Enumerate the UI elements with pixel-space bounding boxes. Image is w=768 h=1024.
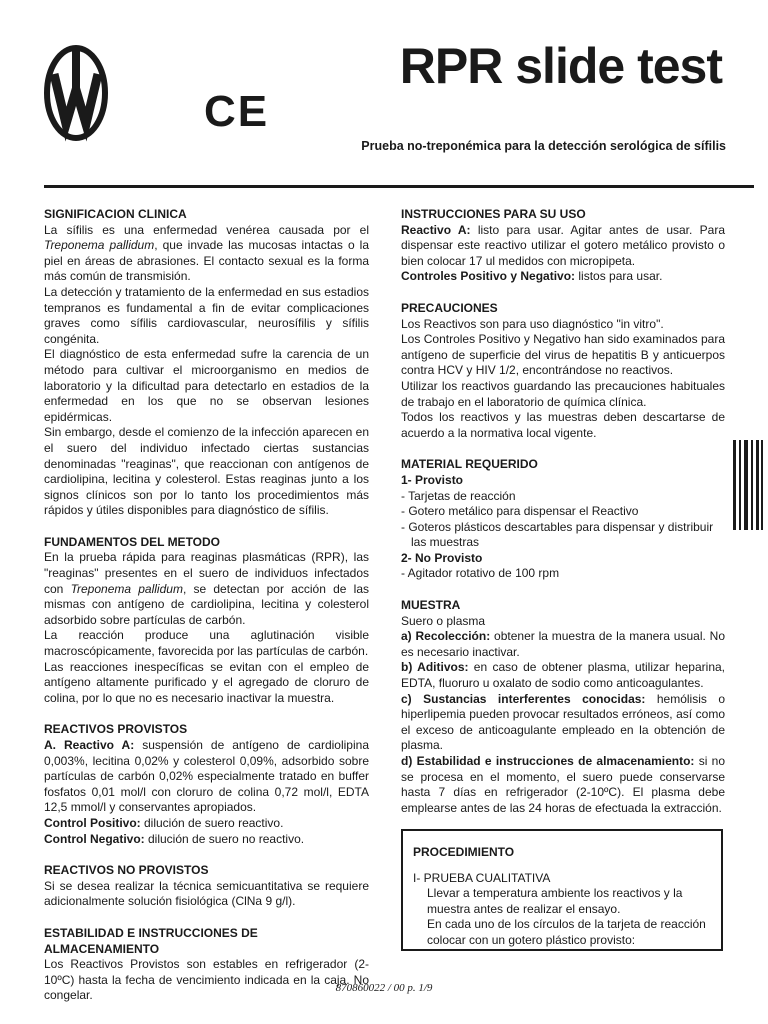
term-label: b) Aditivos: — [401, 660, 469, 675]
section-heading: SIGNIFICACION CLINICA — [44, 207, 187, 221]
text: hemólisis o hiperlipemia pueden provocar resultados erróneos, así como el exceso de anticoagulante empleado en la obtención de plasma. — [401, 691, 726, 753]
text: La sífilis es una enfermedad venérea causada por el — [44, 222, 369, 237]
procedure-box — [401, 829, 723, 951]
text: obtener la muestra de la manera usual. No es necesario inactivar. — [401, 629, 725, 659]
section-significacion — [44, 207, 369, 519]
text: dilución de suero reactivo. — [140, 815, 284, 830]
section-precauciones — [401, 301, 725, 441]
left-column — [44, 207, 369, 1004]
paragraph — [401, 269, 725, 285]
paragraph: La reacción produce una aglutinación visible macroscópicamente, favorecida por las partículas de carbón. — [44, 628, 369, 659]
paragraph: La detección y tratamiento de la enfermedad en sus estadios tempranos es fundamental a fin de evitar complicaciones graves como sífilis cardiovascular, neurosífilis y sífilis congénita. — [44, 284, 369, 346]
paragraph: Los Controles Positivo y Negativo han sido examinados para antígeno de superficie del virus de hepatitis B y anticuerpos contra HCV y HIV 1/2, encontrándose no reactivos. — [401, 332, 725, 378]
page-subtitle: Prueba no-treponémica para la detección serológica de sífilis — [361, 139, 726, 153]
paragraph — [401, 629, 725, 660]
paragraph: Utilizar los reactivos guardando las precauciones habituales de trabajo en el laboratorio de química clínica. — [401, 378, 725, 409]
term-label: Control Negativo: — [44, 831, 145, 846]
subheading: 2- No Provisto — [401, 550, 483, 565]
paragraph: Sin embargo, desde el comienzo de la infección aparecen en el suero del individuo infectado ciertas sustancias denominadas "reaginas", que reaccionan con antígenos de cardiolipina, lecitina y colesterol. Estas reaginas junto a los signos clínicos son por lo tanto los procedimientos más rápidos y útiles disponibles para diagnóstico de sífilis. — [44, 425, 369, 518]
section-heading: PRECAUCIONES — [401, 300, 498, 315]
list-item: - Gotero metálico para dispensar el Reactivo — [401, 504, 639, 519]
text: listo para usar. Agitar antes de usar. Para dispensar este reactivo utilizar el gotero metálico provisto o bien colocar 17 ul medidos con micropipeta. — [401, 222, 725, 268]
text: en caso de obtener plasma, utilizar heparina, EDTA, fluoruro u oxalato de sodio como anticoagulantes. — [401, 660, 725, 691]
section-heading: REACTIVOS NO PROVISTOS — [44, 863, 209, 878]
paragraph — [44, 832, 369, 848]
paragraph: Llevar a temperatura ambiente los reactivos y la muestra antes de realizar el ensayo. — [427, 886, 683, 916]
edge-barcode-icon — [733, 440, 763, 530]
section-instrucciones — [401, 207, 725, 285]
section-heading: REACTIVOS PROVISTOS — [44, 722, 188, 737]
subheading: I- PRUEBA CUALITATIVA — [413, 870, 551, 885]
subheading: 1- Provisto — [401, 472, 464, 487]
ce-mark: CE — [204, 87, 270, 136]
paragraph — [44, 738, 369, 816]
paragraph: Los Reactivos son para uso diagnóstico "in vitro". — [401, 316, 664, 331]
section-reactivos-no-provistos — [44, 863, 369, 910]
text: , que invade las mucosas intactas o la piel en áreas de abrasiones. El contacto sexual es la forma más común de transmisión. — [44, 238, 370, 284]
term-label: A. Reactivo A: — [44, 738, 135, 752]
list-item: - Agitador rotativo de 100 rpm — [401, 566, 560, 581]
species-name: Treponema pallidum — [70, 581, 183, 596]
text: , se detectan por acción de las mismas con antígeno de cardiolipina, lecitina y colesterol adsorbido sobre partículas de carbón. — [44, 581, 369, 627]
right-column — [401, 207, 725, 816]
section-muestra — [401, 598, 725, 816]
paragraph — [44, 223, 369, 285]
paragraph: Si se desea realizar la técnica semicuantitativa se requiere adicionalmente solución fisiológica (ClNa 9 g/l). — [44, 878, 369, 909]
term-label: Reactivo A: — [401, 222, 471, 237]
species-name: Treponema pallidum — [44, 238, 155, 253]
section-heading: MATERIAL REQUERIDO — [401, 457, 538, 472]
paragraph: Los Reactivos Provistos son estables en refrigerador (2-10ºC) hasta la fecha de vencimiento indicada en la caja. No congelar. — [44, 957, 369, 1003]
paragraph — [401, 692, 725, 754]
list-item: - Goteros plásticos descartables para dispensar y distribuir las muestras — [401, 519, 714, 550]
term-label: a) Recolección: — [401, 629, 491, 644]
term-label: c) Sustancias interferentes conocidas: — [401, 691, 646, 706]
text: En la prueba rápida para reaginas plasmáticas (RPR), las "reaginas" presentes en el suero de individuos infectados con — [44, 550, 369, 596]
section-fundamentos — [44, 535, 369, 707]
paragraph: El diagnóstico de esta enfermedad sufre la carencia de un método para cultivar el microorganismo en medios de laboratorio y la dificultad para detectarlo en estadios de la enfermedad en los que no se observan lesiones epidérmicas. — [44, 347, 369, 424]
section-reactivos-provistos — [44, 722, 369, 847]
text: suspensión de antígeno de cardiolipina 0,003%, lecitina 0,02% y colesterol 0,09%, adsorbido sobre partículas de carbón 0,02% especialmente tratado en buffer fosfatos 0,01 mol/l con cloruro de colina 0,72 mol/l, EDTA 12,5 mmol/l y conservantes apropiados. — [44, 738, 369, 815]
term-label: d) Estabilidad e instrucciones de almacenamiento: — [401, 754, 695, 768]
paragraph — [44, 550, 369, 628]
paragraph — [401, 660, 725, 691]
text: dilución de suero no reactivo. — [144, 831, 305, 846]
term-label: Control Positivo: — [44, 815, 141, 830]
text: listos para usar. — [575, 269, 663, 284]
paragraph: En cada uno de los círculos de la tarjeta de reacción colocar con un gotero plástico provisto: — [427, 917, 706, 947]
section-material — [401, 457, 725, 582]
list-item: - Tarjetas de reacción — [401, 488, 516, 503]
wiener-w-logo-icon — [44, 44, 108, 142]
header-divider — [44, 185, 754, 188]
paragraph: Suero o plasma — [401, 613, 486, 628]
section-heading: INSTRUCCIONES PARA SU USO — [401, 207, 586, 221]
paragraph — [401, 223, 725, 270]
section-heading: MUESTRA — [401, 598, 461, 613]
section-heading: FUNDAMENTOS DEL METODO — [44, 534, 221, 549]
page-footer-code: 870860022 / 00 p. 1/9 — [335, 982, 433, 994]
paragraph — [401, 754, 725, 816]
text: si no se procesa en el momento, el suero puede conservarse hasta 7 días en refrigerador (2-10ºC). El plasma debe emplearse antes de las 24 horas de efectuada la extracción. — [401, 754, 725, 815]
paragraph: Todos los reactivos y las muestras deben descartarse de acuerdo a la normativa local vigente. — [401, 410, 725, 440]
term-label: Controles Positivo y Negativo: — [401, 269, 576, 284]
paragraph — [44, 816, 369, 832]
paragraph: Las reacciones inespecíficas se evitan con el empleo de antígeno altamente purificado y el agregado de cloruro de colina, por lo que no es necesario inactivar la muestra. — [44, 659, 369, 705]
section-heading: ESTABILIDAD E INSTRUCCIONES DE ALMACENAMIENTO — [44, 925, 258, 956]
page-title: RPR slide test — [399, 38, 722, 94]
section-heading: PROCEDIMIENTO — [413, 845, 515, 859]
